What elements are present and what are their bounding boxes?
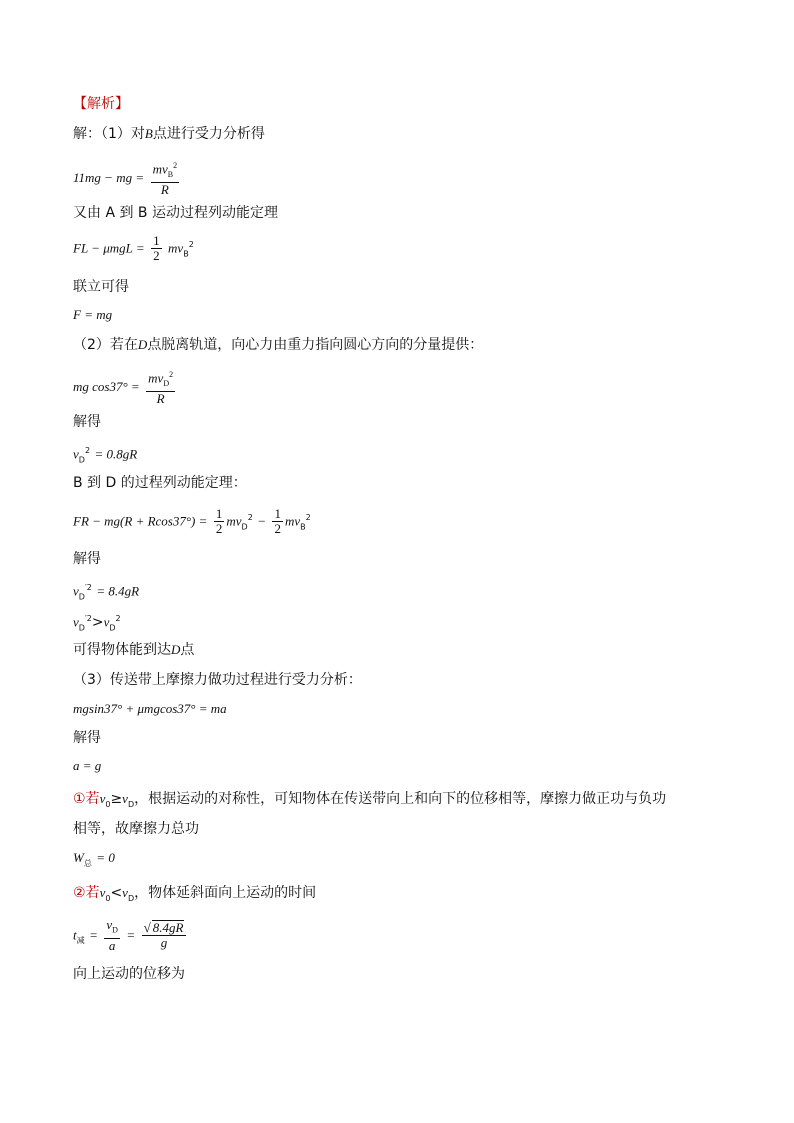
reach-d-text: 可得物体能到达D点 [73,642,195,658]
equation-6: FR − mg(R + Rcos37°) = $\frac{1}{2}$ $mv_D^2$ − $\frac{1}{2}$ $mv_B^2$ [73,506,311,536]
part3-intro: （3）传送带上摩擦力做功过程进行受力分析： [73,672,362,688]
solve-text-1: 解得 [73,414,101,430]
equation-10: mgsin37° + μmgcos37° = ma [73,701,227,716]
equation-3: F = mg [73,307,113,322]
solve-text-3: 解得 [73,730,101,746]
equation-5: $v_D^2 = 0.8gR$ [73,446,138,465]
case-1: ①若$v_0\ge v_D$，根据运动的对称性，可知物体在传送带向上和向下的位移相等，摩擦力做正功与负功 [73,791,667,809]
case-2: ②若$v_0<v_D$，物体延斜面向上运动的时间 [73,885,317,903]
part2-intro: （2）若在D点脱离轨道，向心力由重力指向圆心方向的分量提供： [73,337,484,353]
equation-2: FL − μmgL = $\frac{1}{2}$ $mv_B^2$ [73,233,194,263]
case-1-continued: 相等，故摩擦力总功 [73,821,199,837]
equation-11: a = g [73,758,102,773]
equation-4: mg cos37° = $\frac{mv_D^2}{R}$ [73,370,174,406]
upward-displacement-text: 向上运动的位移为 [73,966,185,982]
analysis-heading: 【解析】 [73,96,129,112]
energy-theorem-text: 又由 A 到 B 运动过程列动能定理 [73,205,278,221]
equation-8: $v_D^{'2}>v_D^2$ [73,614,121,633]
solve-text-2: 解得 [73,551,101,567]
equation-7: $v_D^{'2} = 8.4gR$ [73,583,140,602]
equation-12: $W_总 = 0$ [73,850,115,868]
combine-text: 联立可得 [73,279,129,295]
b-to-d-text: B 到 D 的过程列动能定理： [73,475,247,491]
equation-1: 11mg − mg = $\frac{mv_B^2}{R}$ [73,161,178,197]
equation-13: $t_减$ = $\frac{v_D}{a}$ = $\frac{√ 8.4gR}{g}$ [73,918,188,953]
part1-intro: 解：（1）对B点进行受力分析得 [73,126,265,142]
